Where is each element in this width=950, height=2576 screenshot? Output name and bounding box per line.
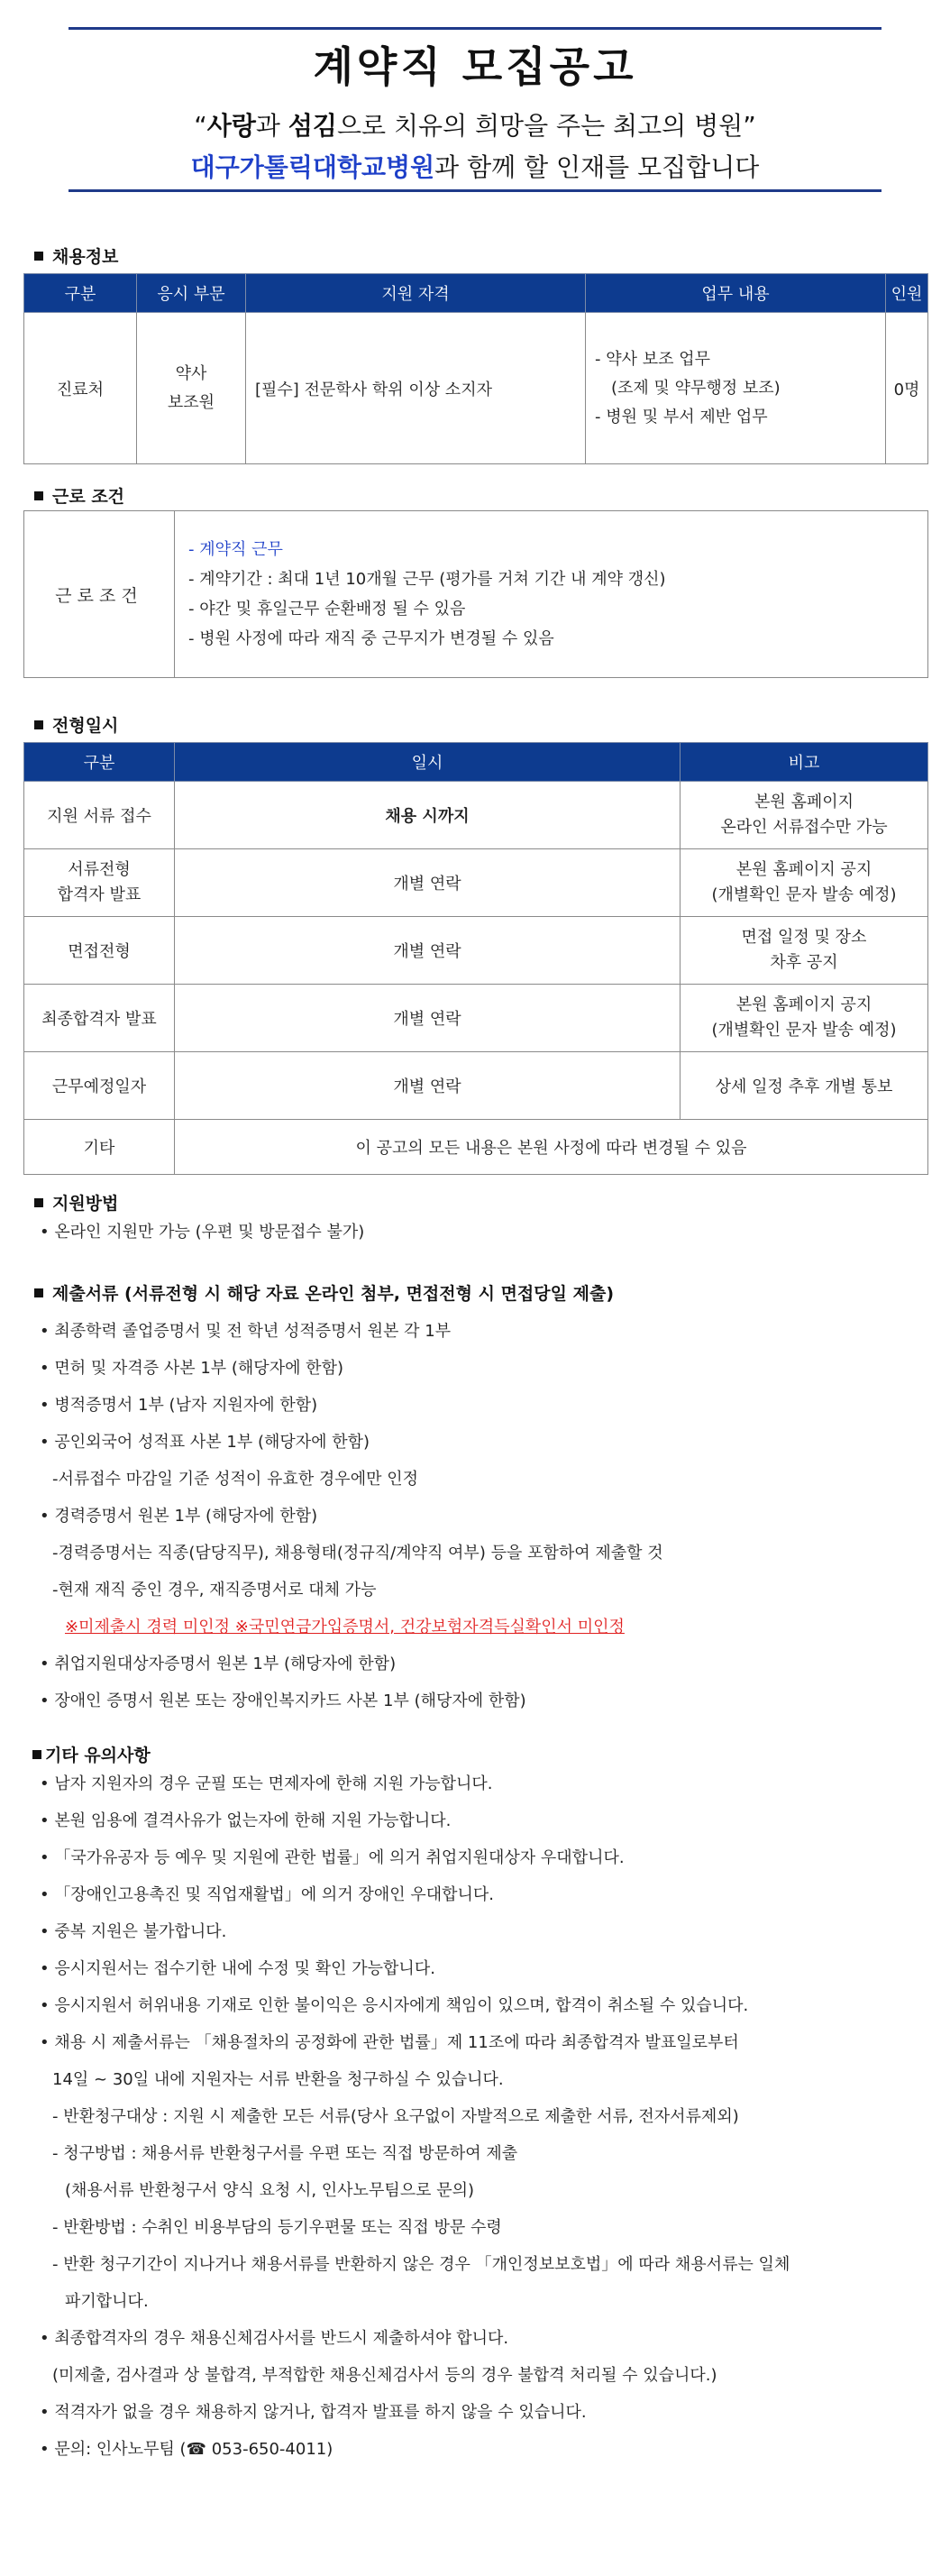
list-item: (미제출, 검사결과 상 불합격, 부적합한 채용신체검사서 등의 경우 불합격 처리될 수 있습니다.): [52, 2366, 717, 2385]
list-item: • 온라인 지원만 가능 (우편 및 방문접수 불가): [40, 1223, 365, 1242]
conditions-box: [23, 510, 928, 678]
col-header: 지원 자격: [246, 274, 586, 313]
list-item: - 반환청구대상 : 지원 시 제출한 모든 서류(당사 요구없이 자발적으로 제출한 서류, 전자서류제외): [52, 2107, 739, 2126]
list-item: -현재 재직 중인 경우, 재직증명서로 대체 가능: [52, 1581, 377, 1600]
list-item: • 최종합격자의 경우 채용신체검사서를 반드시 제출하셔야 합니다.: [40, 2329, 509, 2348]
condition-item: - 계약직 근무: [188, 540, 283, 559]
section-schedule: 전형일시: [34, 712, 118, 737]
duty-cell: - 약사 보조 업무 (조제 및 약무행정 보조) - 병원 및 부서 제반 업무: [586, 313, 886, 464]
table-header-row: [24, 274, 928, 313]
page-title: 계약직 모집공고: [313, 42, 637, 91]
table-row: 근무예정일자 개별 연락 상세 일정 추후 개별 통보: [24, 1052, 928, 1120]
list-item: • 공인외국어 성적표 사본 1부 (해당자에 한함): [40, 1433, 370, 1452]
table-row: 기타 이 공고의 모든 내용은 본원 사정에 따라 변경될 수 있음: [24, 1120, 928, 1175]
documents-list: [40, 1313, 663, 1719]
list-item: • 경력증명서 원본 1부 (해당자에 한함): [40, 1507, 318, 1526]
dept-cell: 진료처: [24, 313, 137, 464]
section-apply: 지원방법: [34, 1190, 118, 1215]
list-item: • 최종학력 졸업증명서 및 전 학년 성적증명서 원본 각 1부: [40, 1322, 452, 1341]
square-bullet-icon: [34, 1198, 43, 1207]
list-item: • 본원 임용에 결격사유가 없는자에 한해 지원 가능합니다.: [40, 1811, 452, 1830]
header-bottom-line: [69, 189, 881, 192]
square-bullet-icon: [34, 720, 43, 729]
list-item: 14일 ~ 30일 내에 지원자는 서류 반환을 청구하실 수 있습니다.: [52, 2070, 504, 2089]
list-item: • 「장애인고용촉진 및 직업재활법」에 의거 장애인 우대합니다.: [40, 1885, 494, 1904]
table-row: [24, 313, 928, 464]
square-bullet-icon: [34, 252, 43, 261]
list-item: (채용서류 반환청구서 양식 요청 시, 인사노무팀으로 문의): [65, 2181, 475, 2200]
square-bullet-icon: [34, 1288, 43, 1297]
condition-item: - 병원 사정에 따라 재직 중 근무지가 변경될 수 있음: [188, 629, 554, 648]
list-item: • 「국가유공자 등 예우 및 지원에 관한 법률」에 의거 취업지원대상자 우대합니다.: [40, 1848, 625, 1867]
qualification-cell: [필수] 전문학사 학위 이상 소지자: [246, 313, 586, 464]
square-bullet-icon: [34, 491, 43, 500]
slogan: “사랑과 섬김으로 치유의 희망을 주는 최고의 병원”: [194, 111, 756, 141]
col-header: 비고: [681, 743, 928, 782]
list-item: • 채용 시 제출서류는 「채용절차의 공정화에 관한 법률」제 11조에 따라 최종합격자 발표일로부터: [40, 2033, 739, 2052]
section-documents: 제출서류 (서류전형 시 해당 자료 온라인 첨부, 면접전형 시 면접당일 제출): [34, 1280, 614, 1305]
square-bullet-icon: [32, 1750, 41, 1759]
list-item: • 면허 및 자격증 사본 1부 (해당자에 한함): [40, 1359, 343, 1378]
warning-note: ※미제출시 경력 미인정 ※국민연금가입증명서, 건강보험자격득실확인서 미인정: [65, 1618, 625, 1636]
col-header: 일시: [175, 743, 681, 782]
list-item: -경력증명서는 직종(담당직무), 채용형태(정규직/계약직 여부) 등을 포함하여 제출할 것: [52, 1544, 663, 1563]
table-row: 면접전형 개별 연락 면접 일정 및 장소 차후 공지: [24, 917, 928, 985]
list-item: • 병적증명서 1부 (남자 지원자에 한함): [40, 1396, 318, 1415]
conditions-label: 근로조건: [24, 511, 175, 677]
list-item: - 반환방법 : 수취인 비용부담의 등기우편물 또는 직접 방문 수령: [52, 2218, 502, 2237]
col-header: 인원: [886, 274, 928, 313]
recruit-line: 대구가톨릭대학교병원과 함께 할 인재를 모집합니다: [190, 152, 760, 182]
col-header: 구분: [24, 743, 175, 782]
section-recruit-info: 채용정보: [34, 243, 118, 268]
section-conditions: 근로 조건: [34, 483, 124, 508]
section-notes: 기타 유의사항: [32, 1742, 151, 1766]
list-item: - 청구방법 : 채용서류 반환청구서를 우편 또는 직접 방문하여 제출: [52, 2144, 518, 2163]
list-item: • 남자 지원자의 경우 군필 또는 면제자에 한해 지원 가능합니다.: [40, 1774, 493, 1793]
conditions-list: [188, 535, 666, 654]
hospital-name: 대구가톨릭대학교병원: [190, 152, 435, 182]
table-row: 지원 서류 접수 채용 시까지 본원 홈페이지 온라인 서류접수만 가능: [24, 782, 928, 849]
col-header: 응시 부문: [137, 274, 246, 313]
list-item: • 적격자가 없을 경우 채용하지 않거나, 합격자 발표를 하지 않을 수 있습니다.: [40, 2403, 587, 2422]
list-item: • 취업지원대상자증명서 원본 1부 (해당자에 한함): [40, 1655, 397, 1673]
list-item: • 응시지원서 허위내용 기재로 인한 불이익은 응시자에게 책임이 있으며, 합격이 취소될 수 있습니다.: [40, 1996, 749, 2015]
contact-line: • 문의: 인사노무팀 (☎ 053-650-4011): [40, 2440, 333, 2459]
schedule-table: [23, 742, 928, 1175]
list-item: • 장애인 증명서 원본 또는 장애인복지카드 사본 1부 (해당자에 한함): [40, 1691, 526, 1710]
table-row: 서류전형 합격자 발표 개별 연락 본원 홈페이지 공지 (개별확인 문자 발송 예정): [24, 849, 928, 917]
apply-list: [40, 1214, 364, 1251]
header-top-line: [69, 27, 881, 30]
list-item: 파기합니다.: [65, 2292, 149, 2311]
count-cell: 0명: [886, 313, 928, 464]
list-item: -서류접수 마감일 기준 성적이 유효한 경우에만 인정: [52, 1470, 418, 1489]
col-header: 업무 내용: [586, 274, 886, 313]
condition-item: - 야간 및 휴일근무 순환배정 될 수 있음: [188, 600, 466, 619]
recruit-info-table: [23, 273, 928, 464]
list-item: - 반환 청구기간이 지나거나 채용서류를 반환하지 않은 경우 「개인정보보호법」에 따라 채용서류는 일체: [52, 2255, 790, 2274]
table-header-row: [24, 743, 928, 782]
table-row: 최종합격자 발표 개별 연락 본원 홈페이지 공지 (개별확인 문자 발송 예정): [24, 985, 928, 1052]
condition-item: - 계약기간 : 최대 1년 10개월 근무 (평가를 거쳐 기간 내 계약 갱신): [188, 570, 666, 589]
col-header: 구분: [24, 274, 137, 313]
list-item: • 응시지원서는 접수기한 내에 수정 및 확인 가능합니다.: [40, 1959, 435, 1978]
notes-list: [40, 1765, 790, 2468]
position-cell: 약사 보조원: [137, 313, 246, 464]
list-item: • 중복 지원은 불가합니다.: [40, 1922, 227, 1941]
